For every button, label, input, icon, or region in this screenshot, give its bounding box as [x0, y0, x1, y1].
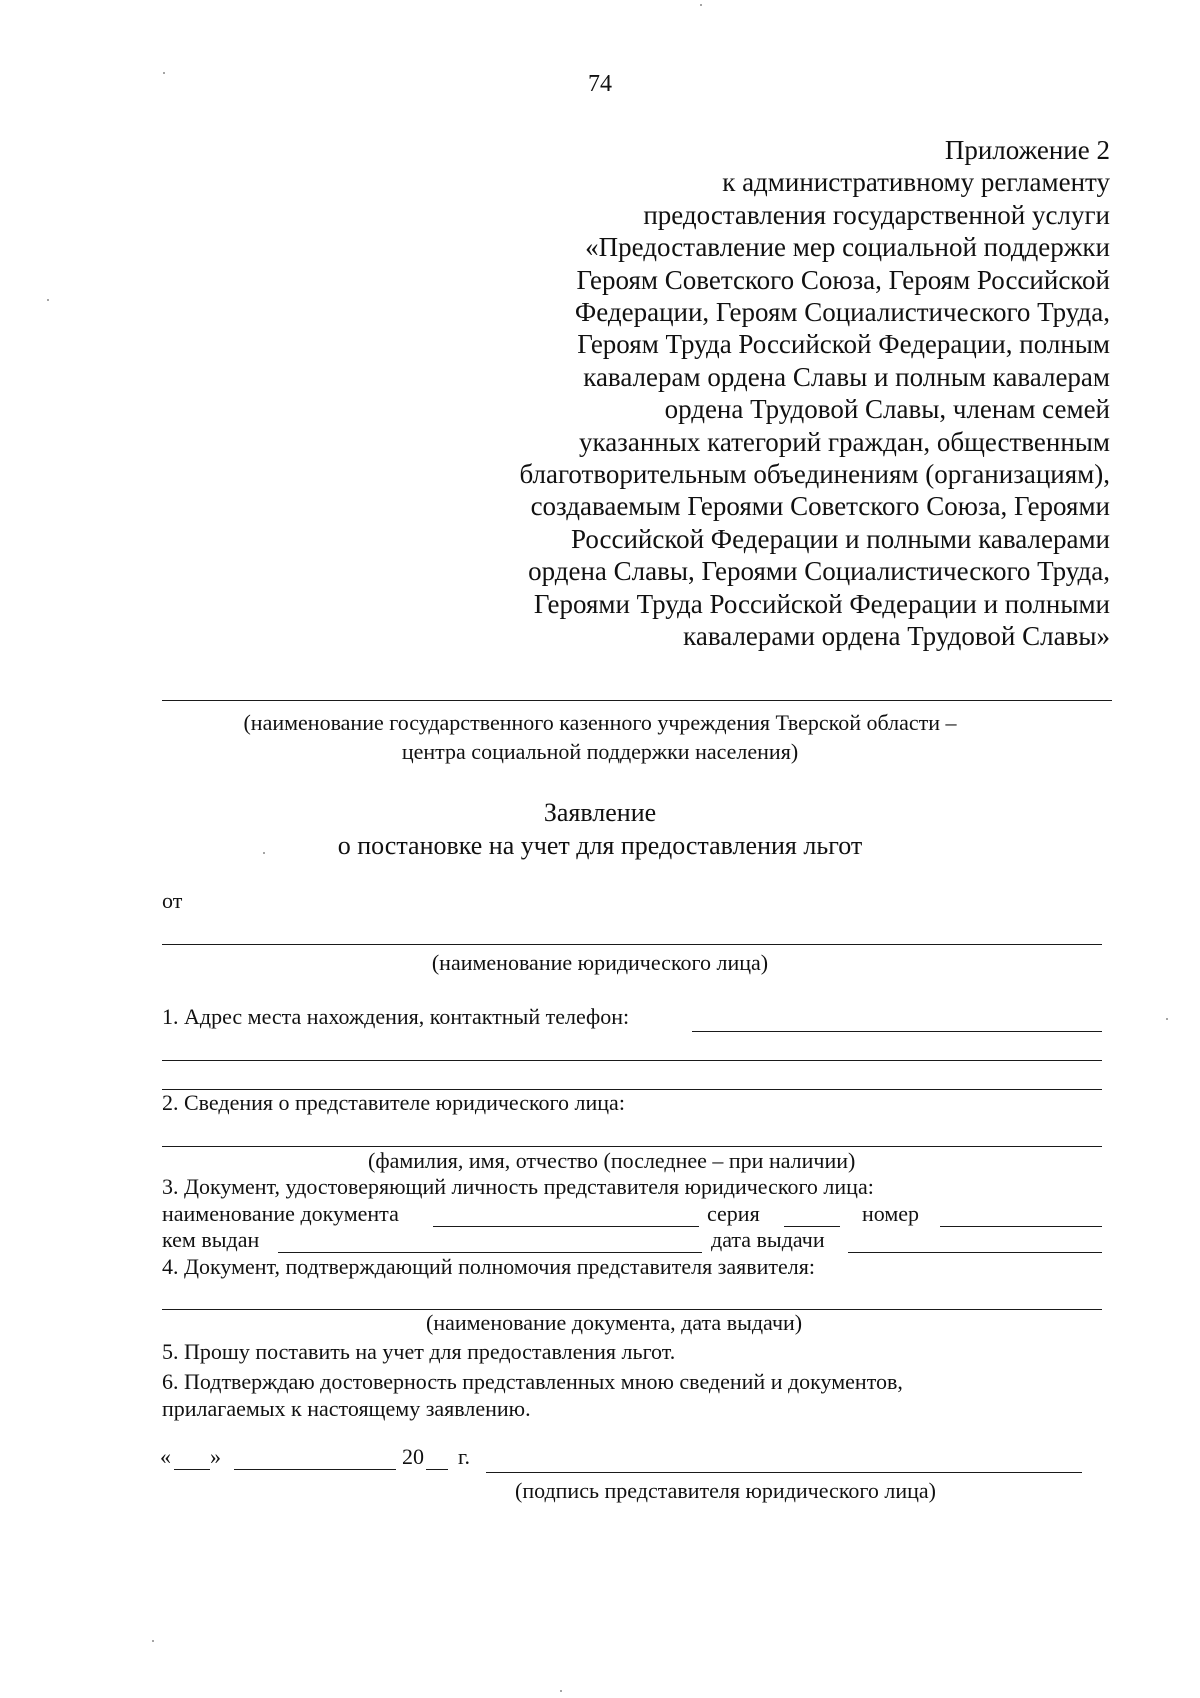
appendix-line: к административному регламенту: [722, 167, 1110, 198]
date-close-quote: »: [210, 1444, 221, 1469]
scan-speck: [700, 4, 702, 6]
appendix-line: создаваемым Героями Советского Союза, Героями: [530, 491, 1110, 522]
appendix-line: «Предоставление мер социальной поддержки: [585, 232, 1110, 263]
page-number: 74: [588, 71, 612, 97]
issued-by-label: кем выдан: [162, 1227, 260, 1252]
signature-caption: (подпись представителя юридического лица): [515, 1478, 936, 1503]
date-year-suffix: г.: [458, 1444, 471, 1469]
doc-caption: (наименование документа, дата выдачи): [426, 1310, 803, 1335]
date-day-blank-line[interactable]: [174, 1469, 210, 1470]
item-confirmation-line2: прилагаемых к настоящему заявлению.: [162, 1396, 531, 1421]
date-open-quote: «: [160, 1444, 171, 1469]
scan-speck: [47, 299, 49, 301]
appendix-line: предоставления государственной услуги: [643, 199, 1110, 230]
legal-entity-blank-line[interactable]: [162, 944, 1102, 945]
scan-speck: [152, 1640, 154, 1642]
appendix-line: ордена Славы, Героями Социалистического Труда,: [528, 556, 1110, 587]
appendix-line: Федерации, Героям Социалистического Труда,: [574, 297, 1110, 328]
issue-date-blank-line[interactable]: [848, 1252, 1102, 1253]
date-year-prefix: 20: [402, 1444, 424, 1469]
scan-speck: [263, 852, 265, 854]
appendix-line: Героям Советского Союза, Героям Российской: [576, 264, 1110, 295]
legal-entity-caption: (наименование юридического лица): [431, 950, 769, 975]
item-request: 5. Прошу поставить на учет для предоставления льгот.: [162, 1339, 676, 1364]
appendix-line: Приложение 2: [944, 135, 1110, 165]
item-id-document-label: 3. Документ, удостоверяющий личность представителя юридического лица:: [162, 1174, 874, 1199]
from-label: от: [162, 888, 183, 913]
issued-by-blank-line[interactable]: [278, 1252, 702, 1253]
representative-blank-line[interactable]: [162, 1146, 1102, 1147]
scan-speck: [1166, 1018, 1168, 1020]
address-blank-line[interactable]: [692, 1031, 1102, 1032]
item-representative-label: 2. Сведения о представителе юридического лица:: [162, 1090, 625, 1115]
fio-caption: (фамилия, имя, отчество (последнее – при наличии): [368, 1148, 856, 1173]
doc-name-label: наименование документа: [162, 1201, 399, 1226]
institution-caption-line2: центра социальной поддержки населения): [401, 739, 799, 764]
date-year-blank-line[interactable]: [426, 1469, 448, 1470]
item-authority-document-label: 4. Документ, подтверждающий полномочия представителя заявителя:: [162, 1254, 816, 1279]
address-blank-line-2[interactable]: [162, 1060, 1102, 1061]
signature-blank-line[interactable]: [486, 1472, 1082, 1473]
appendix-line: указанных категорий граждан, общественным: [578, 426, 1110, 457]
issue-date-label: дата выдачи: [711, 1227, 825, 1252]
appendix-line: Героями Труда Российской Федерации и полными: [533, 588, 1110, 619]
appendix-header: [519, 134, 1110, 653]
document-title: Заявление: [543, 798, 657, 827]
scan-speck: [560, 1690, 562, 1692]
item-address-label: 1. Адрес места нахождения, контактный телефон:: [162, 1004, 630, 1029]
doc-name-blank-line[interactable]: [433, 1226, 699, 1227]
document-subtitle: о постановке на учет для предоставления льгот: [337, 831, 863, 860]
appendix-line: кавалерами ордена Трудовой Славы»: [683, 621, 1110, 652]
appendix-line: Российской Федерации и полными кавалерами: [571, 523, 1110, 554]
appendix-line: Героям Труда Российской Федерации, полным: [577, 329, 1110, 360]
institution-caption-line1: (наименование государственного казенного учреждения Тверской области –: [243, 710, 957, 735]
date-month-blank-line[interactable]: [234, 1469, 396, 1470]
item-confirmation-line1: 6. Подтверждаю достоверность представленных мною сведений и документов,: [162, 1369, 903, 1394]
institution-blank-line[interactable]: [162, 700, 1112, 701]
appendix-line: ордена Трудовой Славы, членам семей: [664, 394, 1110, 425]
series-label: серия: [707, 1201, 760, 1226]
appendix-line: благотворительным объединениям (организациям),: [519, 459, 1110, 490]
number-blank-line[interactable]: [940, 1226, 1102, 1227]
scan-speck: [163, 72, 165, 74]
appendix-line: кавалерам ордена Славы и полным кавалерам: [583, 361, 1110, 392]
number-label: номер: [862, 1201, 920, 1226]
